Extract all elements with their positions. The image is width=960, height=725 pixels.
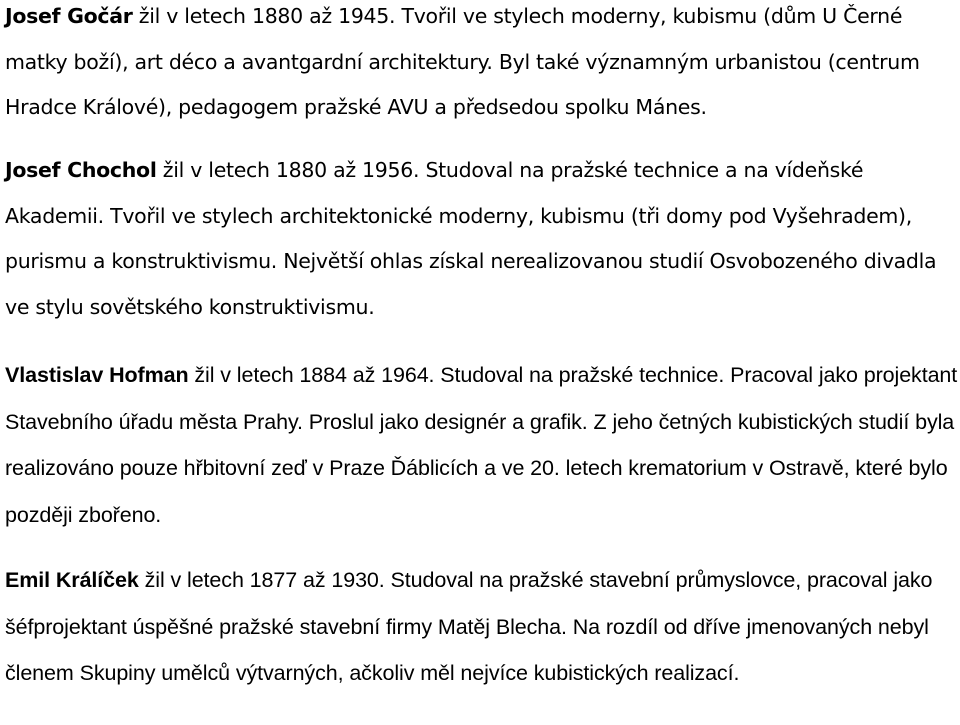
paragraph-text: žil v letech 1884 až 1964. Studoval na pražské technice. Pracoval jako projektant Stavebního úřadu města Prahy. Proslul jako designér a grafik. Z jeho četných kubistických studií byla realizováno pouze hřbitovní zeď v Praze Ďáblicích a ve 20. letech krematorium v Ostravě, které bylo později zbořeno. bbox=[5, 363, 958, 527]
architect-name: Josef Gočár bbox=[5, 4, 133, 28]
architect-name: Vlastislav Hofman bbox=[5, 363, 189, 387]
paragraph-chochol bbox=[5, 148, 960, 330]
paragraph-gocar bbox=[5, 0, 960, 131]
paragraph-hofman bbox=[5, 352, 960, 538]
architect-name: Josef Chochol bbox=[5, 158, 157, 182]
paragraph-kralicek bbox=[5, 557, 960, 697]
paragraph-text: žil v letech 1877 až 1930. Studoval na pražské stavební průmyslovce, pracoval jako šéfprojektant úspěšné pražské stavební firmy Matěj Blecha. Na rozdíl od dříve jmenovaných nebyl členem Skupiny umělců výtvarných, ačkoliv měl nejvíce kubistických realizací. bbox=[5, 568, 933, 685]
paragraph-text: žil v letech 1880 až 1945. Tvořil ve stylech moderny, kubismu (dům U Černé matky boží), art déco a avantgardní architektury. Byl také významným urbanistou (centrum Hradce Králové), pedagogem pražské AVU a předsedou spolku Mánes. bbox=[5, 4, 920, 119]
architect-name: Emil Králíček bbox=[5, 568, 139, 592]
paragraph-text: žil v letech 1880 až 1956. Studoval na pražské technice a na vídeňské Akademii. Tvořil ve stylech architektonické moderny, kubismu (tři domy pod Vyšehradem), purismu a konstruktivismu. Největší ohlas získal nerealizovanou studií Osvobozeného divadla ve stylu sovětského konstruktivismu. bbox=[5, 158, 937, 319]
